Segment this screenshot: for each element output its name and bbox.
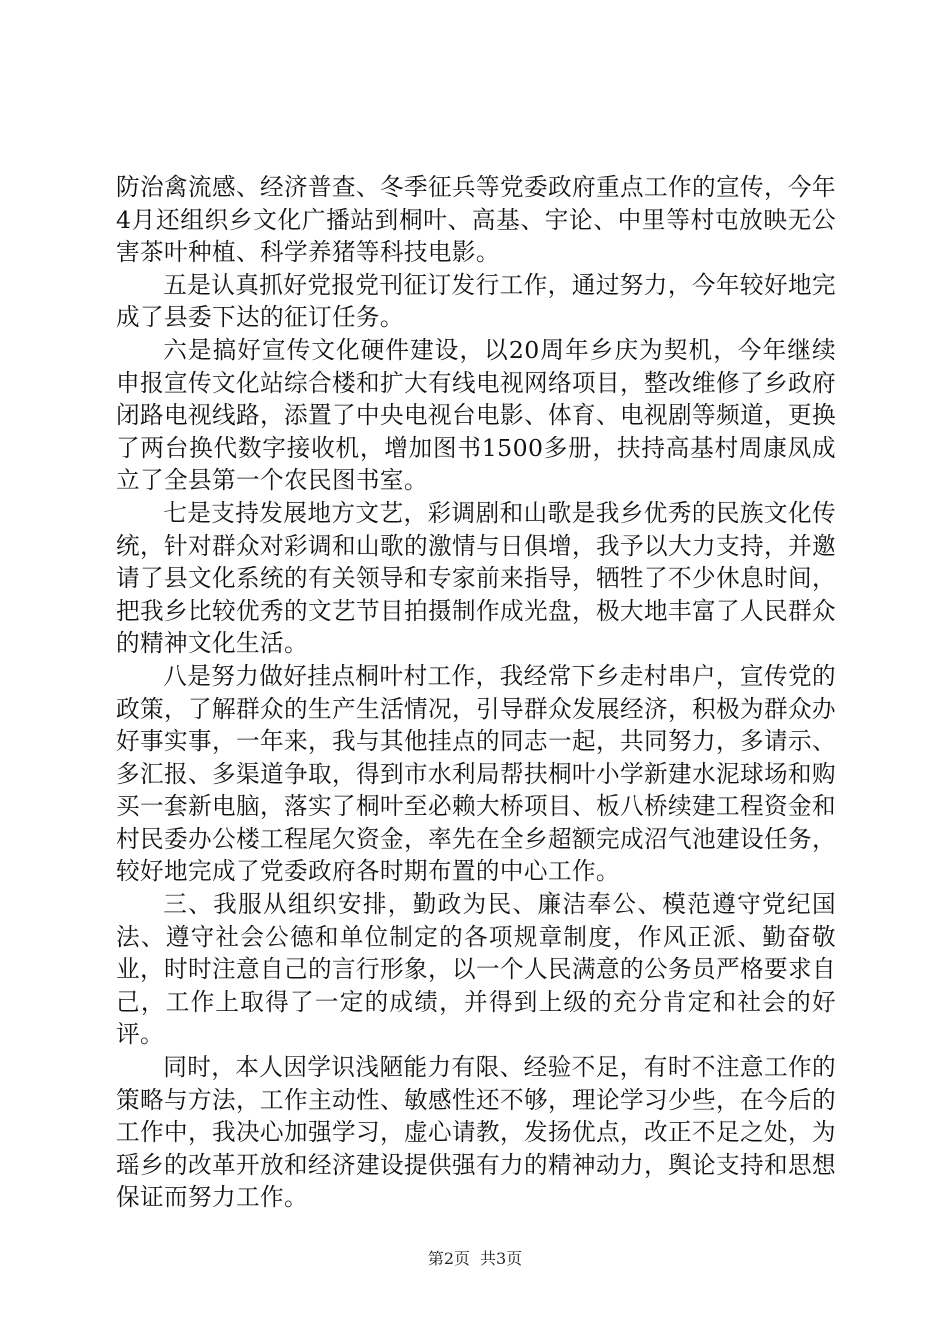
page-total: 共3页 <box>480 1249 523 1268</box>
paragraph-item-six: 六是搞好宣传文化硬件建设，以20周年乡庆为契机，今年继续申报宣传文化站综合楼和扩大有线电视网络项目，整改维修了乡政府闭路电视线路，添置了中央电视台电影、体育、电视剧等频道，更换了两台换代数字接收机，增加图书1500多册，扶持高基村周康凤成立了全县第一个农民图书室。 <box>116 335 836 495</box>
paragraph-item-seven: 七是支持发展地方文艺，彩调剧和山歌是我乡优秀的民族文化传统，针对群众对彩调和山歌的激情与日俱增，我予以大力支持，并邀请了县文化系统的有关领导和专家前来指导，牺牲了不少休息时间，把我乡比较优秀的文艺节目拍摄制作成光盘，极大地丰富了人民群众的精神文化生活。 <box>116 498 836 658</box>
paragraph-continued: 防治禽流感、经济普查、冬季征兵等党委政府重点工作的宣传，今年4月还组织乡文化广播站到桐叶、高基、宇论、中里等村屯放映无公害茶叶种植、科学养猪等科技电影。 <box>116 173 836 267</box>
document-body <box>116 171 836 1214</box>
page-footer <box>0 1246 950 1269</box>
page-number: 第2页 <box>427 1249 470 1268</box>
paragraph-section-three: 三、我服从组织安排，勤政为民、廉洁奉公、模范遵守党纪国法、遵守社会公德和单位制定的各项规章制度，作风正派、勤奋敬业，时时注意自己的言行形象，以一个人民满意的公务员严格要求自己，工作上取得了一定的成绩，并得到上级的充分肯定和社会的好评。 <box>116 890 836 1049</box>
paragraph-item-eight: 八是努力做好挂点桐叶村工作，我经常下乡走村串户，宣传党的政策，了解群众的生产生活情况，引导群众发展经济，积极为群众办好事实事，一年来，我与其他挂点的同志一起，共同努力，多请示、多汇报、多渠道争取，得到市水利局帮扶桐叶小学新建水泥球场和购买一套新电脑，落实了桐叶至必赖大桥项目、板八桥续建工程资金和村民委办公楼工程尾欠资金，率先在全乡超额完成沼气池建设任务，较好地完成了党委政府各时期布置的中心工作。 <box>116 661 836 886</box>
paragraph-closing: 同时，本人因学识浅陋能力有限、经验不足，有时不注意工作的策略与方法，工作主动性、敏感性还不够，理论学习少些，在今后的工作中，我决心加强学习，虚心请教，发扬优点，改正不足之处，为瑶乡的改革开放和经济建设提供强有力的精神动力，舆论支持和思想保证而努力工作。 <box>116 1053 836 1212</box>
paragraph-item-five: 五是认真抓好党报党刊征订发行工作，通过努力，今年较好地完成了县委下达的征订任务。 <box>116 270 836 332</box>
